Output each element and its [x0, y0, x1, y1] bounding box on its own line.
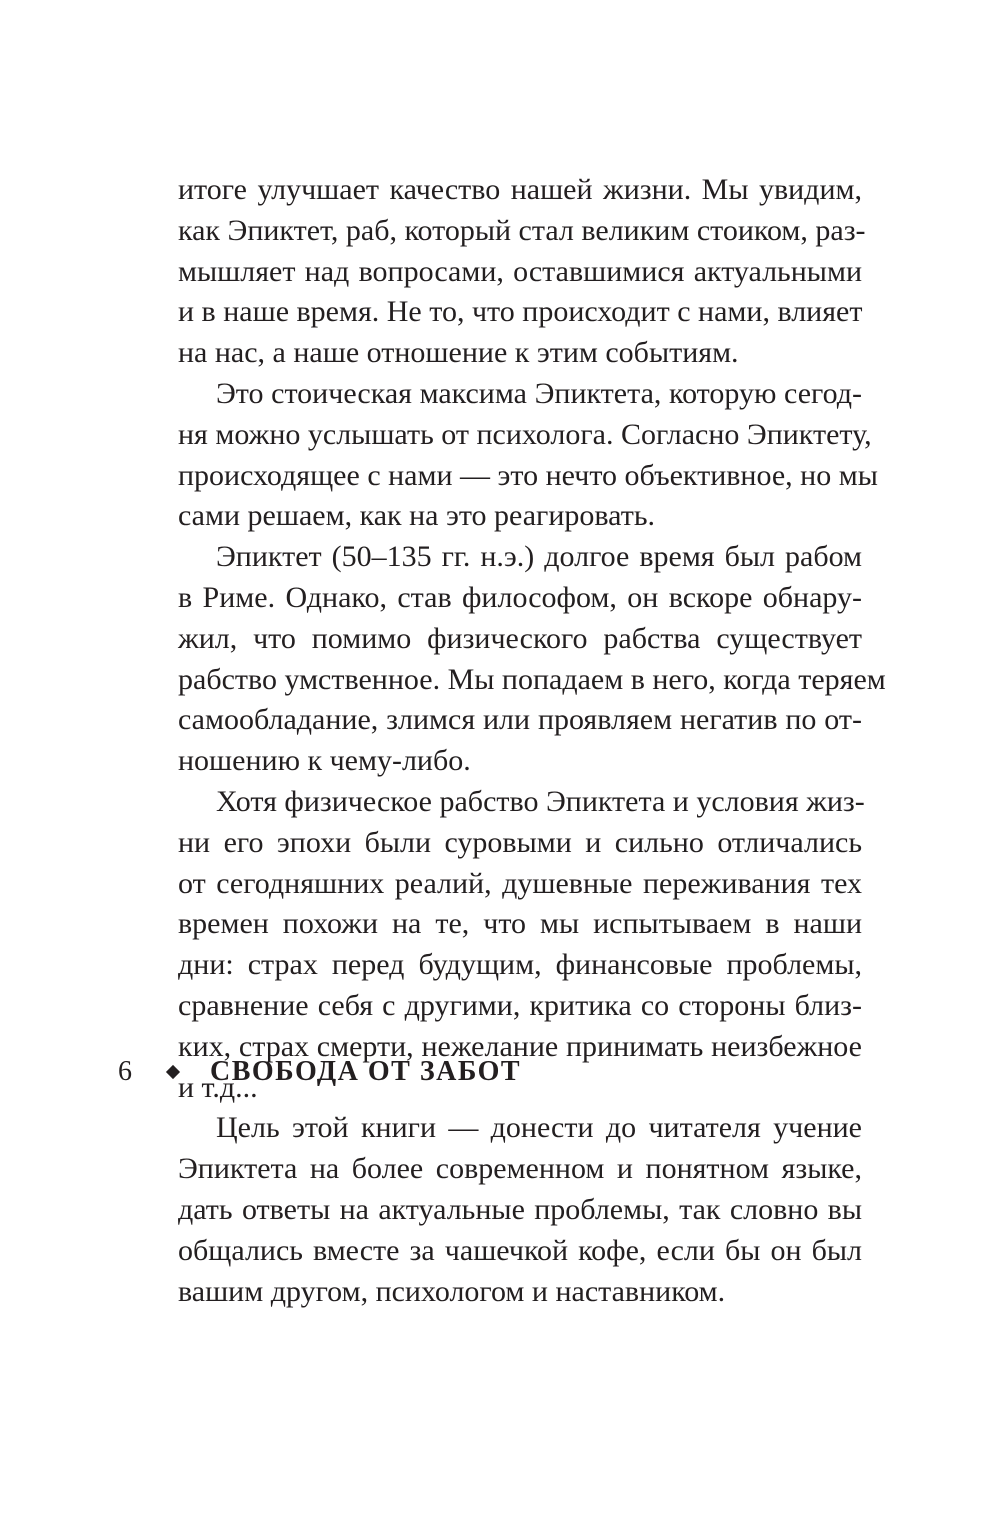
text-line: дни: страх перед будущим, финансовые проблемы, [178, 948, 862, 982]
text-line: и в наше время. Не то, что происходит с нами, влияет [178, 295, 863, 329]
text-line: самообладание, злимся или проявляем негатив по от- [178, 703, 862, 737]
text-line: сами решаем, как на это реагировать. [178, 499, 655, 533]
text-line: Эпиктета на более современном и понятном языке, [178, 1152, 862, 1186]
diamond-icon [166, 1065, 180, 1079]
text-line: Это стоическая максима Эпиктета, которую сегод- [216, 376, 862, 410]
text-line: дать ответы на актуальные проблемы, так словно вы [178, 1192, 862, 1226]
text-line: происходящее с нами — это нечто объективное, но мы [178, 458, 878, 492]
text-line: Цель этой книги — донести до читателя учение [216, 1111, 862, 1145]
text-line: Хотя физическое рабство Эпиктета и условия жиз- [216, 784, 865, 818]
body-text [178, 170, 886, 1312]
text-line: вашим другом, психологом и наставником. [178, 1274, 726, 1308]
running-title: СВОБОДА ОТ ЗАБОТ [210, 1056, 522, 1087]
text-line: ня можно услышать от психолога. Согласно Эпиктету, [178, 417, 872, 451]
text-line: общались вместе за чашечкой кофе, если бы он был [178, 1233, 862, 1267]
text-line: и т.д... [178, 1070, 258, 1104]
text-line: рабство умственное. Мы попадаем в него, когда теряем [178, 662, 886, 696]
text-line: мышляет над вопросами, оставшимися актуальными [178, 254, 862, 288]
text-line: итоге улучшает качество нашей жизни. Мы увидим, [178, 173, 862, 206]
text-line: от сегодняшних реалий, душевные переживания тех [178, 866, 862, 900]
text-line: жил, что помимо физического рабства существует [178, 621, 862, 655]
text-line: на нас, а наше отношение к этим событиям. [178, 336, 739, 370]
page-number: 6 [118, 1056, 132, 1087]
text-line: ких, страх смерти, нежелание принимать неизбежное [178, 1029, 862, 1063]
text-line: как Эпиктет, раб, который стал великим стоиком, раз- [178, 213, 866, 247]
text-line: в Риме. Однако, став философом, он вскоре обнару- [178, 580, 862, 614]
page-footer [118, 1054, 521, 1090]
text-line: ни его эпохи были суровыми и сильно отличались [178, 825, 862, 859]
text-line: ношению к чему-либо. [178, 744, 471, 778]
text-line: сравнение себя с другими, критика со стороны близ- [178, 988, 862, 1022]
text-line: Эпиктет (50–135 гг. н.э.) долгое время был рабом [216, 540, 862, 574]
text-line: времен похожи на те, что мы испытываем в наши [178, 907, 862, 941]
